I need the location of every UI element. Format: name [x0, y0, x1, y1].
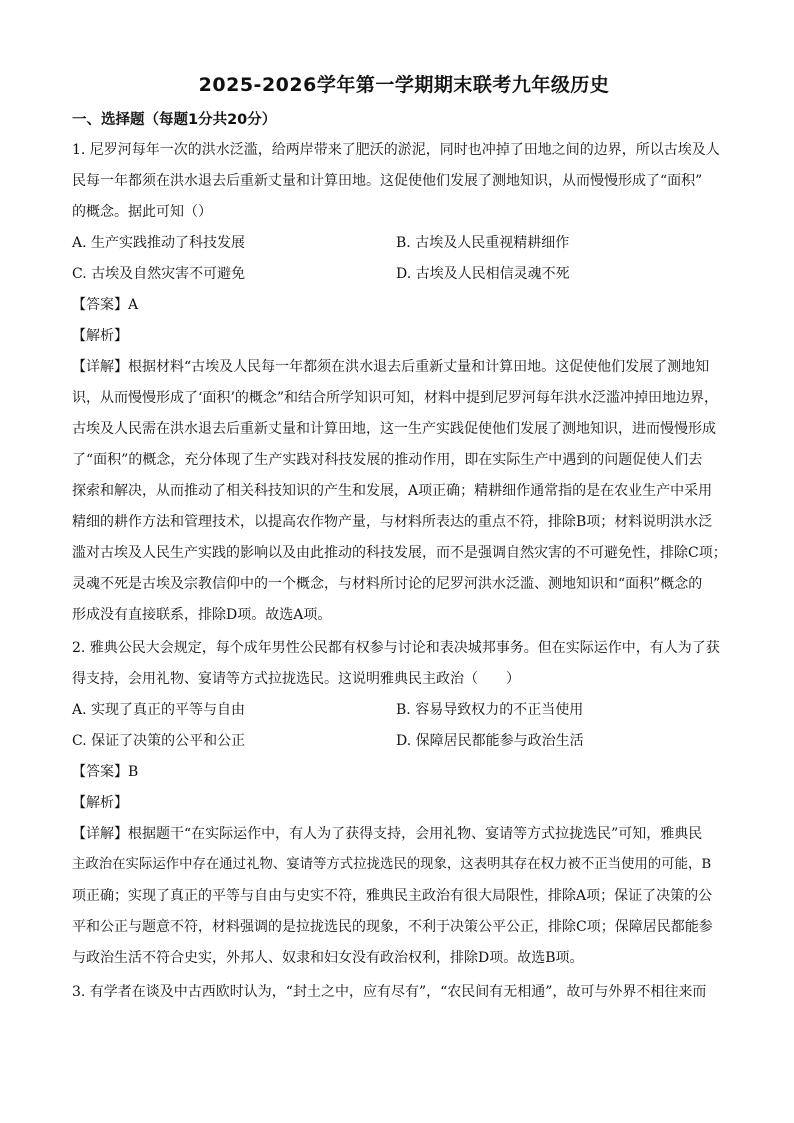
- q2-stem-line: 2. 雅典公民大会规定，每个成年男性公民都有权参与讨论和表决城邦事务。但在实际运作中，有人为了获: [72, 640, 720, 656]
- q2-analysis-label: 【解析】: [72, 795, 128, 811]
- q1-option-b: B. 古埃及人民重视精耕细作: [396, 235, 570, 251]
- q2-detail-line: 与政治生活不符合史实，外邦人、奴隶和妇女没有政治权利，排除D项。故选B项。: [72, 950, 584, 966]
- q1-detail-line: 【详解】根据材料“古埃及人民每一年都须在洪水退去后重新丈量和计算田地。这促使他们发展了测地知: [72, 359, 710, 375]
- q2-option-b: B. 容易导致权力的不正当使用: [396, 702, 584, 718]
- q2-option-a: A. 实现了真正的平等与自由: [72, 702, 246, 718]
- q1-detail-line: 古埃及人民需在洪水退去后重新丈量和计算田地，这一生产实践促使他们发展了测地知识，进而慢慢形成: [72, 421, 716, 437]
- q2-detail-line: 主政治在实际运作中存在通过礼物、宴请等方式拉拢选民的现象，这表明其存在权力被不正当使用的可能，B: [72, 857, 712, 872]
- q1-detail-line: 滥对古埃及人民生产实践的影响以及由此推动的科技发展，而不是强调自然灾害的不可避免性，排除C项；: [72, 545, 727, 561]
- q2-option-c: C. 保证了决策的公平和公正: [72, 733, 246, 749]
- q3-stem-line: 3. 有学者在谈及中古西欧时认为，“封土之中，应有尽有”，“农民间有无相通”，故可与外界不相往来而: [72, 984, 707, 1000]
- q2-answer: 【答案】B: [72, 764, 139, 780]
- q1-detail-line: 灵魂不死是古埃及宗教信仰中的一个概念，与材料所讨论的尼罗河洪水泛滥、测地知识和“面积”概念的: [72, 576, 703, 592]
- section-heading: 一、选择题（每题1分共20分）: [72, 112, 277, 128]
- q1-stem-line: 民每一年都须在洪水退去后重新丈量和计算田地。这促使他们发展了测地知识，从而慢慢形成了“面积”: [72, 173, 703, 189]
- page-title: 2025-2026学年第一学期期末联考九年级历史: [198, 74, 610, 96]
- q1-analysis-label: 【解析】: [72, 328, 128, 344]
- q1-answer: 【答案】A: [72, 297, 139, 313]
- q1-option-a: A. 生产实践推动了科技发展: [72, 235, 246, 251]
- q2-detail-line: 项正确；实现了真正的平等与自由与史实不符，雅典民主政治有很大局限性，排除A项；保证了决策的公: [72, 888, 713, 904]
- q2-detail-line: 【详解】根据题干“在实际运作中，有人为了获得支持，会用礼物、宴请等方式拉拢选民”可知，雅典民: [72, 826, 703, 842]
- q1-detail-line: 形成没有直接联系，排除D项。故选A项。: [72, 607, 332, 623]
- q1-detail-line: 了“面积”的概念，充分体现了生产实践对科技发展的推动作用，即在实际生产中遇到的问题促使人们去: [72, 452, 703, 468]
- q2-detail-line: 平和公正与题意不符，材料强调的是拉拢选民的现象，不利于决策公平公正，排除C项；保障居民都能参: [72, 919, 713, 935]
- q1-stem-line: 的概念。据此可知（）: [72, 204, 212, 220]
- q1-detail-line: 精细的耕作方法和管理技术，以提高农作物产量，与材料所表达的重点不符，排除B项；材料说明洪水泛: [72, 514, 713, 530]
- q1-option-c: C. 古埃及自然灾害不可避免: [72, 266, 246, 282]
- q1-detail-line: 识，从而慢慢形成了‘面积’的概念”和结合所学知识可知，材料中提到尼罗河每年洪水泛滥冲掉田地边界，: [72, 390, 719, 406]
- q1-option-d: D. 古埃及人民相信灵魂不死: [396, 266, 570, 282]
- q1-detail-line: 探索和解决，从而推动了相关科技知识的产生和发展，A项正确；精耕细作通常指的是在农业生产中采用: [72, 483, 713, 499]
- q2-stem-line: 得支持，会用礼物、宴请等方式拉拢选民。这说明雅典民主政治（ ）: [72, 671, 520, 687]
- q2-option-d: D. 保障居民都能参与政治生活: [396, 733, 584, 749]
- q1-stem-line: 1. 尼罗河每年一次的洪水泛滥，给两岸带来了肥沃的淤泥，同时也冲掉了田地之间的边界，所以古埃及人: [72, 142, 720, 158]
